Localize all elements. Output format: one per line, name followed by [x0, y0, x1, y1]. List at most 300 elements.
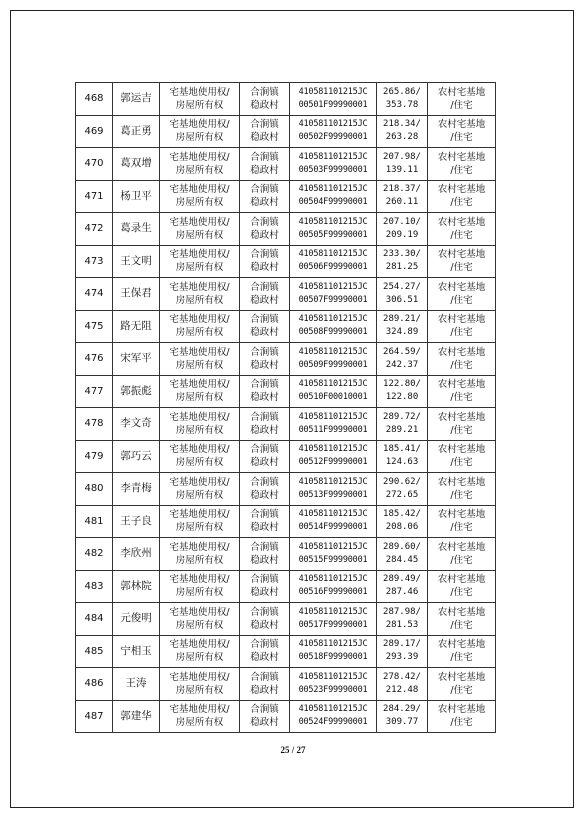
- row-number: 482: [76, 538, 113, 571]
- table-row: [76, 700, 496, 733]
- right-type-line: 房屋所有权: [175, 164, 224, 176]
- area-values: [377, 115, 428, 148]
- area-values-line: 353.78: [385, 99, 419, 110]
- area-values: [377, 278, 428, 311]
- location: [240, 115, 290, 148]
- table-row: [76, 278, 496, 311]
- table-row: [76, 310, 496, 343]
- area-values-line: 260.11: [385, 197, 419, 208]
- owner-name: 郭建华: [113, 700, 160, 733]
- property-code-line: 410581101215JC: [298, 281, 368, 292]
- property-code: [290, 115, 377, 148]
- right-type: [160, 408, 240, 441]
- land-use: [428, 505, 496, 538]
- row-number: 477: [76, 375, 113, 408]
- right-type: [160, 375, 240, 408]
- table-row: [76, 343, 496, 376]
- land-use-line: /住宅: [450, 197, 473, 209]
- location-line: 稳政村: [250, 554, 279, 566]
- property-code: [290, 603, 377, 636]
- property-code-line: 410581101215JC: [298, 444, 368, 455]
- location-line: 稳政村: [250, 359, 279, 371]
- right-type: [160, 83, 240, 116]
- property-code-line: 410581101215JC: [298, 509, 368, 520]
- location-line: 合涧镇: [250, 411, 279, 423]
- right-type-line: 房屋所有权: [175, 684, 224, 696]
- area-values-line: 212.48: [385, 684, 419, 695]
- property-code: [290, 83, 377, 116]
- land-use-line: /住宅: [450, 554, 473, 566]
- location-line: 稳政村: [250, 717, 279, 729]
- area-values: [377, 668, 428, 701]
- owner-name: 李青梅: [113, 473, 160, 506]
- property-code-line: 00516F99990001: [298, 587, 368, 598]
- right-type: [160, 668, 240, 701]
- location-line: 合涧镇: [250, 216, 279, 228]
- location: [240, 83, 290, 116]
- land-use-line: /住宅: [450, 424, 473, 436]
- right-type-line: 宅基地使用权/: [169, 476, 230, 488]
- area-values: [377, 700, 428, 733]
- area-values: [377, 603, 428, 636]
- area-values-line: 278.42/: [383, 671, 421, 682]
- table-row: [76, 603, 496, 636]
- location: [240, 538, 290, 571]
- property-code: [290, 375, 377, 408]
- table-row: [76, 505, 496, 538]
- right-type: [160, 538, 240, 571]
- location-line: 合涧镇: [250, 639, 279, 651]
- page-number: 25 / 27: [280, 745, 306, 755]
- land-use: [428, 375, 496, 408]
- location-line: 稳政村: [250, 99, 279, 111]
- area-values-line: 289.49/: [383, 574, 421, 585]
- location-line: 合涧镇: [250, 346, 279, 358]
- row-number: 481: [76, 505, 113, 538]
- right-type: [160, 570, 240, 603]
- table-row: [76, 245, 496, 278]
- owner-name: 王涛: [113, 668, 160, 701]
- row-number: 471: [76, 180, 113, 213]
- property-code-line: 00509F99990001: [298, 359, 368, 370]
- right-type-line: 房屋所有权: [175, 424, 224, 436]
- land-use: [428, 700, 496, 733]
- land-use: [428, 570, 496, 603]
- right-type-line: 宅基地使用权/: [169, 184, 230, 196]
- location-line: 稳政村: [250, 457, 279, 469]
- location-line: 稳政村: [250, 619, 279, 631]
- land-use-line: /住宅: [450, 294, 473, 306]
- property-code-line: 00523F99990001: [298, 684, 368, 695]
- area-values-line: 289.21/: [383, 314, 421, 325]
- property-code: [290, 213, 377, 246]
- row-number: 475: [76, 310, 113, 343]
- land-use: [428, 408, 496, 441]
- land-use-line: /住宅: [450, 457, 473, 469]
- area-values-line: 254.27/: [383, 281, 421, 292]
- owner-name: 郭运吉: [113, 83, 160, 116]
- location-line: 合涧镇: [250, 606, 279, 618]
- area-values-line: 281.53: [385, 619, 419, 630]
- land-use: [428, 668, 496, 701]
- area-values-line: 293.39: [385, 652, 419, 663]
- land-use-line: 农村宅基地: [437, 639, 486, 651]
- location-line: 稳政村: [250, 229, 279, 241]
- land-use: [428, 83, 496, 116]
- land-use: [428, 213, 496, 246]
- area-values-line: 290.62/: [383, 476, 421, 487]
- property-code-line: 00505F99990001: [298, 229, 368, 240]
- area-values-line: 289.21: [385, 424, 419, 435]
- owner-name: 宋军平: [113, 343, 160, 376]
- area-values: [377, 408, 428, 441]
- property-code-line: 410581101215JC: [298, 314, 368, 325]
- area-values: [377, 570, 428, 603]
- land-use: [428, 440, 496, 473]
- row-number: 472: [76, 213, 113, 246]
- land-use-line: /住宅: [450, 652, 473, 664]
- right-type-line: 房屋所有权: [175, 197, 224, 209]
- table-row: [76, 115, 496, 148]
- right-type-line: 宅基地使用权/: [169, 704, 230, 716]
- right-type: [160, 603, 240, 636]
- land-use: [428, 278, 496, 311]
- property-code: [290, 180, 377, 213]
- owner-name: 杨卫平: [113, 180, 160, 213]
- right-type-line: 宅基地使用权/: [169, 541, 230, 553]
- land-use-line: /住宅: [450, 262, 473, 274]
- right-type: [160, 213, 240, 246]
- owner-name: 李欣州: [113, 538, 160, 571]
- row-number: 479: [76, 440, 113, 473]
- property-code-line: 00517F99990001: [298, 619, 368, 630]
- row-number: 486: [76, 668, 113, 701]
- area-values-line: 209.19: [385, 229, 419, 240]
- row-number: 474: [76, 278, 113, 311]
- area-values-line: 289.72/: [383, 411, 421, 422]
- property-code-line: 00508F99990001: [298, 327, 368, 338]
- location: [240, 180, 290, 213]
- property-code: [290, 440, 377, 473]
- property-code: [290, 668, 377, 701]
- land-use-line: /住宅: [450, 164, 473, 176]
- right-type-line: 宅基地使用权/: [169, 671, 230, 683]
- land-use: [428, 473, 496, 506]
- owner-name: 元俊明: [113, 603, 160, 636]
- area-values-line: 124.63: [385, 457, 419, 468]
- table-row: [76, 635, 496, 668]
- land-use-line: /住宅: [450, 587, 473, 599]
- row-number: 470: [76, 148, 113, 181]
- land-use-line: 农村宅基地: [437, 86, 486, 98]
- location: [240, 213, 290, 246]
- location-line: 稳政村: [250, 327, 279, 339]
- right-type-line: 房屋所有权: [175, 522, 224, 534]
- property-code: [290, 505, 377, 538]
- area-values-line: 309.77: [385, 717, 419, 728]
- location-line: 合涧镇: [250, 704, 279, 716]
- land-use-line: 农村宅基地: [437, 606, 486, 618]
- land-use: [428, 635, 496, 668]
- property-code-line: 410581101215JC: [298, 671, 368, 682]
- right-type-line: 房屋所有权: [175, 587, 224, 599]
- area-values-line: 185.41/: [383, 444, 421, 455]
- location-line: 合涧镇: [250, 119, 279, 131]
- right-type-line: 房屋所有权: [175, 652, 224, 664]
- location-line: 稳政村: [250, 652, 279, 664]
- right-type-line: 房屋所有权: [175, 489, 224, 501]
- table-body: [76, 83, 496, 733]
- right-type: [160, 473, 240, 506]
- land-use-line: /住宅: [450, 132, 473, 144]
- right-type: [160, 180, 240, 213]
- right-type-line: 宅基地使用权/: [169, 411, 230, 423]
- area-values-line: 122.80: [385, 392, 419, 403]
- land-use-line: 农村宅基地: [437, 249, 486, 261]
- location: [240, 700, 290, 733]
- right-type-line: 宅基地使用权/: [169, 314, 230, 326]
- area-values-line: 264.59/: [383, 346, 421, 357]
- land-use-line: 农村宅基地: [437, 476, 486, 488]
- location: [240, 408, 290, 441]
- right-type-line: 房屋所有权: [175, 619, 224, 631]
- land-use-line: /住宅: [450, 327, 473, 339]
- property-code-line: 00510F00010001: [298, 392, 368, 403]
- area-values: [377, 148, 428, 181]
- row-number: 468: [76, 83, 113, 116]
- right-type-line: 房屋所有权: [175, 554, 224, 566]
- right-type: [160, 700, 240, 733]
- property-code-line: 410581101215JC: [298, 346, 368, 357]
- area-values-line: 207.10/: [383, 216, 421, 227]
- location-line: 稳政村: [250, 392, 279, 404]
- land-use: [428, 148, 496, 181]
- land-use-line: /住宅: [450, 717, 473, 729]
- right-type-line: 房屋所有权: [175, 327, 224, 339]
- right-type-line: 房屋所有权: [175, 392, 224, 404]
- row-number: 480: [76, 473, 113, 506]
- area-values: [377, 375, 428, 408]
- property-code: [290, 245, 377, 278]
- land-use-line: 农村宅基地: [437, 379, 486, 391]
- row-number: 478: [76, 408, 113, 441]
- row-number: 483: [76, 570, 113, 603]
- area-values: [377, 343, 428, 376]
- right-type: [160, 245, 240, 278]
- area-values-line: 218.37/: [383, 184, 421, 195]
- location: [240, 668, 290, 701]
- property-code: [290, 310, 377, 343]
- table-row: [76, 570, 496, 603]
- location: [240, 375, 290, 408]
- area-values-line: 265.86/: [383, 86, 421, 97]
- location-line: 合涧镇: [250, 509, 279, 521]
- right-type-line: 房屋所有权: [175, 457, 224, 469]
- property-code-line: 00501F99990001: [298, 99, 368, 110]
- area-values: [377, 83, 428, 116]
- property-code-line: 410581101215JC: [298, 639, 368, 650]
- area-values: [377, 473, 428, 506]
- land-use-line: 农村宅基地: [437, 444, 486, 456]
- right-type-line: 宅基地使用权/: [169, 216, 230, 228]
- property-code-line: 00506F99990001: [298, 262, 368, 273]
- location-line: 合涧镇: [250, 476, 279, 488]
- location-line: 合涧镇: [250, 574, 279, 586]
- land-use-line: /住宅: [450, 359, 473, 371]
- right-type-line: 宅基地使用权/: [169, 249, 230, 261]
- location: [240, 635, 290, 668]
- location-line: 合涧镇: [250, 86, 279, 98]
- location: [240, 245, 290, 278]
- table-row: [76, 408, 496, 441]
- right-type-line: 房屋所有权: [175, 359, 224, 371]
- location-line: 稳政村: [250, 684, 279, 696]
- right-type-line: 宅基地使用权/: [169, 119, 230, 131]
- right-type: [160, 635, 240, 668]
- property-code-line: 410581101215JC: [298, 411, 368, 422]
- land-use-line: 农村宅基地: [437, 151, 486, 163]
- area-values-line: 185.42/: [383, 509, 421, 520]
- owner-name: 李文奇: [113, 408, 160, 441]
- location: [240, 603, 290, 636]
- right-type-line: 宅基地使用权/: [169, 574, 230, 586]
- owner-name: 葛正勇: [113, 115, 160, 148]
- right-type: [160, 343, 240, 376]
- row-number: 476: [76, 343, 113, 376]
- area-values-line: 242.37: [385, 359, 419, 370]
- area-values-line: 287.98/: [383, 606, 421, 617]
- area-values: [377, 245, 428, 278]
- location: [240, 473, 290, 506]
- land-use-line: /住宅: [450, 489, 473, 501]
- location: [240, 148, 290, 181]
- row-number: 487: [76, 700, 113, 733]
- area-values-line: 122.80/: [383, 379, 421, 390]
- area-values-line: 324.89: [385, 327, 419, 338]
- right-type-line: 宅基地使用权/: [169, 444, 230, 456]
- property-code: [290, 538, 377, 571]
- property-code-line: 00518F99990001: [298, 652, 368, 663]
- location-line: 稳政村: [250, 294, 279, 306]
- property-code-line: 00504F99990001: [298, 197, 368, 208]
- area-values-line: 272.65: [385, 489, 419, 500]
- property-code-line: 00507F99990001: [298, 294, 368, 305]
- area-values: [377, 538, 428, 571]
- area-values-line: 287.46: [385, 587, 419, 598]
- land-use-line: 农村宅基地: [437, 281, 486, 293]
- property-code-line: 00511F99990001: [298, 424, 368, 435]
- property-code: [290, 148, 377, 181]
- area-values: [377, 310, 428, 343]
- owner-name: 王子良: [113, 505, 160, 538]
- property-code: [290, 635, 377, 668]
- property-code-line: 410581101215JC: [298, 151, 368, 162]
- land-use-line: /住宅: [450, 684, 473, 696]
- location-line: 合涧镇: [250, 249, 279, 261]
- location-line: 稳政村: [250, 262, 279, 274]
- table-row: [76, 440, 496, 473]
- property-code: [290, 570, 377, 603]
- right-type-line: 宅基地使用权/: [169, 86, 230, 98]
- location: [240, 343, 290, 376]
- right-type: [160, 148, 240, 181]
- property-code-line: 410581101215JC: [298, 574, 368, 585]
- land-use: [428, 310, 496, 343]
- table-row: [76, 180, 496, 213]
- location: [240, 310, 290, 343]
- right-type-line: 宅基地使用权/: [169, 379, 230, 391]
- land-use-line: /住宅: [450, 229, 473, 241]
- area-values: [377, 180, 428, 213]
- area-values-line: 218.34/: [383, 119, 421, 130]
- property-code: [290, 278, 377, 311]
- right-type-line: 房屋所有权: [175, 229, 224, 241]
- row-number: 469: [76, 115, 113, 148]
- property-code-line: 00512F99990001: [298, 457, 368, 468]
- land-use-line: 农村宅基地: [437, 671, 486, 683]
- land-use-line: /住宅: [450, 392, 473, 404]
- property-code-line: 410581101215JC: [298, 476, 368, 487]
- owner-name: 路无阻: [113, 310, 160, 343]
- right-type-line: 房屋所有权: [175, 294, 224, 306]
- owner-name: 葛双增: [113, 148, 160, 181]
- land-use: [428, 538, 496, 571]
- land-use: [428, 245, 496, 278]
- area-values: [377, 213, 428, 246]
- property-code-line: 00502F99990001: [298, 132, 368, 143]
- right-type-line: 宅基地使用权/: [169, 509, 230, 521]
- right-type-line: 宅基地使用权/: [169, 281, 230, 293]
- area-values-line: 263.28: [385, 132, 419, 143]
- right-type: [160, 115, 240, 148]
- location-line: 稳政村: [250, 522, 279, 534]
- right-type-line: 房屋所有权: [175, 132, 224, 144]
- property-code-line: 410581101215JC: [298, 216, 368, 227]
- area-values: [377, 440, 428, 473]
- land-use: [428, 343, 496, 376]
- land-use-line: /住宅: [450, 522, 473, 534]
- land-use-line: 农村宅基地: [437, 119, 486, 131]
- right-type-line: 宅基地使用权/: [169, 151, 230, 163]
- row-number: 485: [76, 635, 113, 668]
- location-line: 稳政村: [250, 164, 279, 176]
- property-code-line: 410581101215JC: [298, 119, 368, 130]
- location-line: 合涧镇: [250, 281, 279, 293]
- location-line: 合涧镇: [250, 184, 279, 196]
- land-use-line: 农村宅基地: [437, 184, 486, 196]
- table-row: [76, 213, 496, 246]
- location-line: 稳政村: [250, 132, 279, 144]
- land-use-line: 农村宅基地: [437, 216, 486, 228]
- location: [240, 570, 290, 603]
- land-use-line: 农村宅基地: [437, 411, 486, 423]
- land-use: [428, 603, 496, 636]
- area-values-line: 233.30/: [383, 249, 421, 260]
- right-type: [160, 440, 240, 473]
- area-values-line: 207.98/: [383, 151, 421, 162]
- location: [240, 440, 290, 473]
- property-code-line: 410581101215JC: [298, 184, 368, 195]
- area-values-line: 284.29/: [383, 704, 421, 715]
- area-values-line: 281.25: [385, 262, 419, 273]
- land-use-line: 农村宅基地: [437, 574, 486, 586]
- location-line: 合涧镇: [250, 314, 279, 326]
- area-values: [377, 505, 428, 538]
- area-values-line: 139.11: [385, 164, 419, 175]
- area-values-line: 284.45: [385, 554, 419, 565]
- property-code: [290, 700, 377, 733]
- property-code: [290, 473, 377, 506]
